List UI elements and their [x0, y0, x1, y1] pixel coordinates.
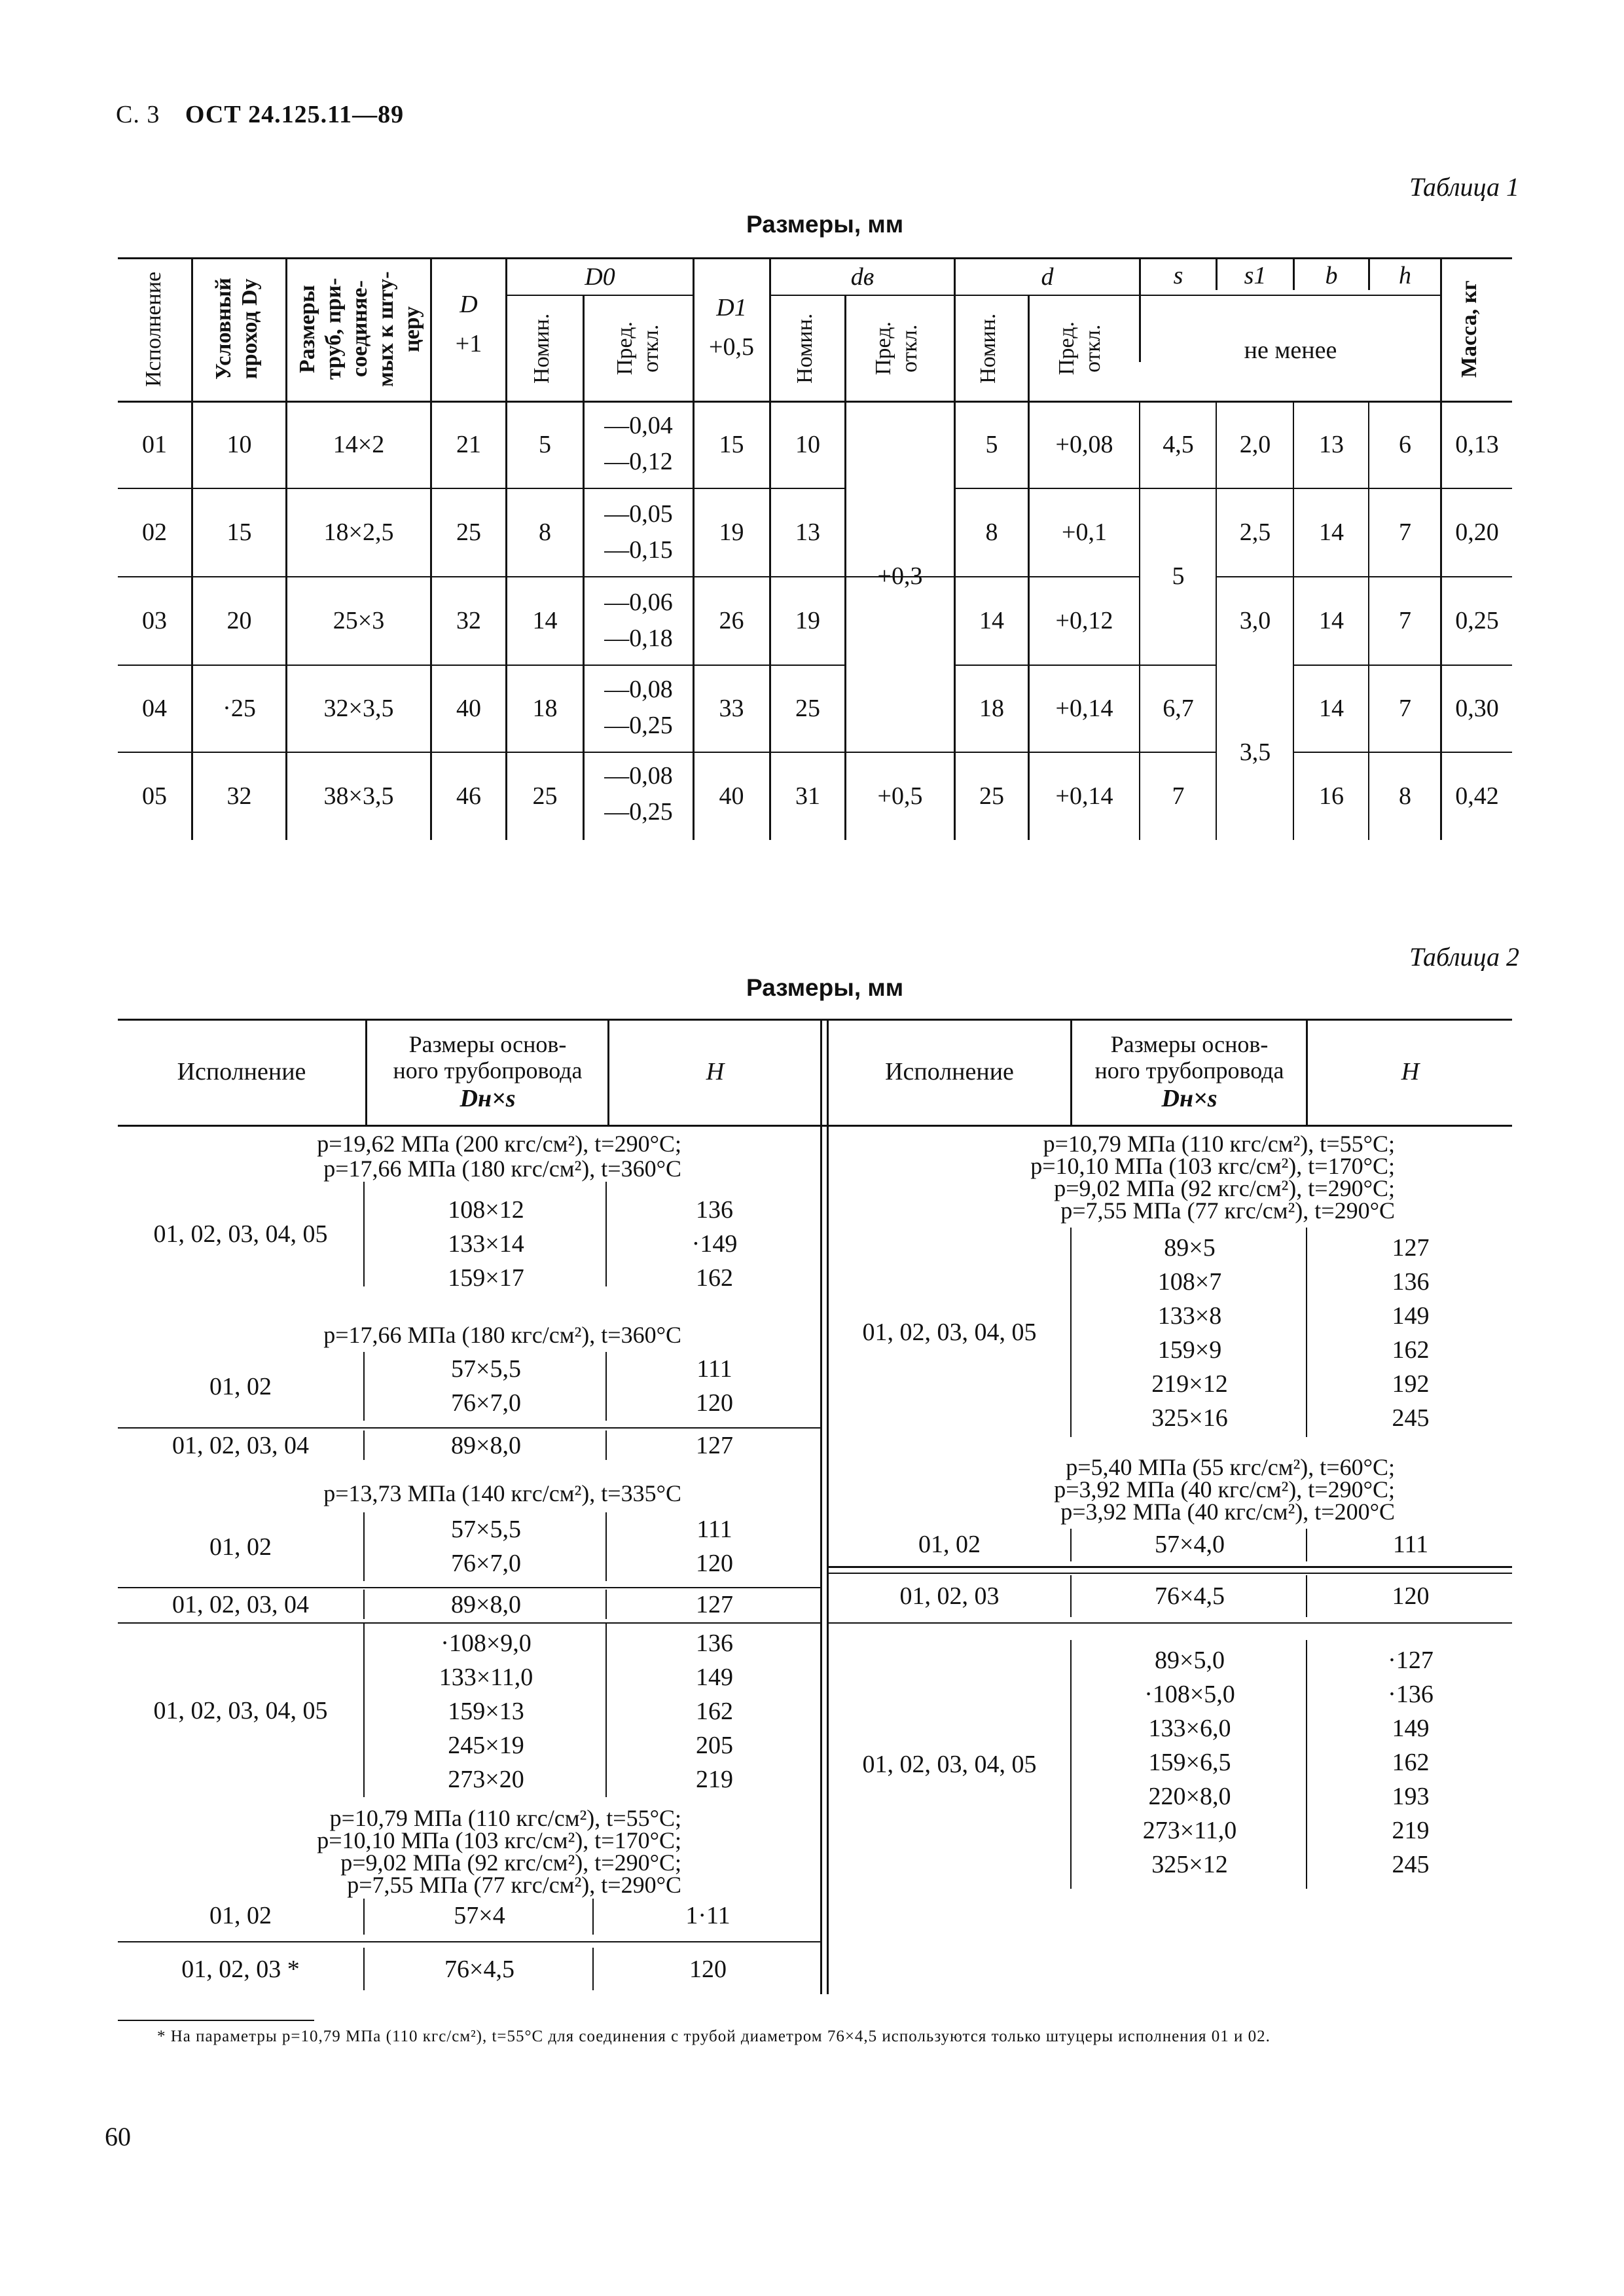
t1-r1-s1: 2,0: [1239, 430, 1271, 458]
t2-left-g1-isp: 01, 02, 03, 04, 05: [153, 1220, 328, 1248]
t1-r5-dn: 25: [979, 782, 1004, 810]
t1-h-D0-pred: Пред. откл.: [613, 321, 663, 376]
t2-left-g1-size1: 108×12: [448, 1196, 524, 1224]
t1-r1-D1: 15: [719, 430, 744, 458]
t1-r5-truba: 38×3,5: [323, 782, 394, 810]
t1-r3-D0t2: —0,18: [604, 625, 673, 652]
t1-r1-m: 0,13: [1455, 430, 1499, 458]
t1-r1-dt: +0,08: [1055, 430, 1113, 458]
t2-left-g5-H: 127: [696, 1591, 733, 1618]
t1-r5-isp: 05: [142, 782, 167, 810]
t2-right-g4-H5: 193: [1392, 1783, 1430, 1810]
t2-right-g1-H1: 127: [1392, 1234, 1430, 1262]
t2-left-cond4b: p=10,10 МПа (103 кгс/см²), t=170°С;: [317, 1827, 681, 1853]
t2-right-g4-isp: 01, 02, 03, 04, 05: [862, 1751, 1037, 1778]
t1-r4-s: 6,7: [1163, 694, 1194, 722]
t2-left-g8-isp: 01, 02, 03 *: [181, 1955, 300, 1983]
t2-right-cond2a: p=5,40 МПа (55 кгс/см²), t=60°С;: [1066, 1454, 1395, 1480]
t2-right-g4-H6: 219: [1392, 1817, 1430, 1844]
t1-r2-isp: 02: [142, 518, 167, 546]
t1-r2-dvn: 13: [795, 518, 820, 546]
t1-h-dv-nomin: Номин.: [793, 313, 817, 384]
t1-h-s: s: [1173, 261, 1183, 289]
t1-h-isp: Исполнение: [141, 271, 166, 387]
t2-right-g1-size3: 133×8: [1157, 1302, 1222, 1330]
t2-right-g2-isp: 01, 02: [918, 1531, 981, 1558]
table1-caption: Размеры, мм: [746, 211, 904, 238]
t1-r3-m: 0,25: [1455, 606, 1499, 634]
t2-right-h-H: H: [1401, 1058, 1420, 1085]
t1-h-dy: Условный проход Dу: [211, 278, 262, 380]
t1-h-ne-menee: не менее: [1244, 337, 1337, 364]
t1-r4-D1: 33: [719, 694, 744, 722]
t1-r3-D1: 26: [719, 606, 744, 634]
t1-h-D0-nomin: Номин.: [530, 313, 554, 384]
t2-left-g4-size1: 57×5,5: [451, 1516, 521, 1543]
t2-right-h-formula: Dн×s: [1161, 1084, 1218, 1112]
t2-left-g2-H2: 120: [696, 1389, 733, 1417]
t2-right-g1-H4: 162: [1392, 1336, 1430, 1364]
t1-r5-D0t1: —0,08: [604, 762, 673, 790]
t1-r3-dt: +0,12: [1055, 606, 1113, 634]
t2-right-g4-size7: 325×12: [1151, 1851, 1228, 1878]
t2-right-g2-size: 57×4,0: [1155, 1531, 1225, 1558]
t1-r3-D0n: 14: [532, 606, 558, 634]
t2-left-g8-size: 76×4,5: [444, 1955, 514, 1983]
t1-r1-D0n: 5: [539, 430, 551, 458]
t2-left-g4-size2: 76×7,0: [451, 1550, 521, 1577]
t1-h-dv: dв: [850, 263, 875, 291]
t2-right-g1-isp: 01, 02, 03, 04, 05: [862, 1319, 1037, 1346]
t1-r2-truba: 18×2,5: [323, 518, 394, 546]
t2-right-cond1d: p=7,55 МПа (77 кгс/см²), t=290°С: [1060, 1197, 1395, 1224]
t1-r5-dy: 32: [226, 782, 252, 810]
t2-left-g6-size3: 159×13: [448, 1698, 524, 1725]
t1-r4-D0t1: —0,08: [604, 676, 673, 703]
t1-r2-D1: 19: [719, 518, 744, 546]
t2-right-g4-size2: ·108×5,0: [1144, 1681, 1235, 1708]
t2-right-g1-H6: 245: [1392, 1404, 1430, 1432]
page-header: [116, 100, 404, 129]
t2-right-g4-H3: 149: [1392, 1715, 1430, 1742]
t2-right-g4-size1: 89×5,0: [1155, 1647, 1225, 1674]
t2-left-g5-isp: 01, 02, 03, 04: [172, 1591, 309, 1618]
t1-r4-dn: 18: [979, 694, 1004, 722]
t1-r5-h: 8: [1399, 782, 1411, 810]
t1-r1-isp: 01: [142, 430, 167, 458]
t2-left-g6-size5: 273×20: [448, 1766, 524, 1793]
t2-right-g4-size5: 220×8,0: [1148, 1783, 1231, 1810]
t1-h-d: d: [1041, 263, 1054, 291]
t1-r4-dy: ·25: [223, 694, 256, 722]
t1-r1-D: 21: [456, 430, 481, 458]
t2-right-g4-size4: 159×6,5: [1148, 1749, 1231, 1776]
t1-r5-D1: 40: [719, 782, 744, 810]
t2-right-g1-H5: 192: [1392, 1370, 1430, 1398]
t1-r4-h: 7: [1399, 694, 1411, 722]
t2-right-g4-H7: 245: [1392, 1851, 1430, 1878]
t2-left-cond1a: p=19,62 МПа (200 кгс/см²), t=290°С;: [317, 1131, 681, 1157]
t1-r4-D0n: 18: [532, 694, 558, 722]
t1-r3-dvn: 19: [795, 606, 820, 634]
t1-h-truby: Размеры труб, при- соединяе- мых к шту- церу: [295, 271, 424, 387]
t1-r2-m: 0,20: [1455, 518, 1499, 546]
table1-label: Таблица 1: [1409, 172, 1519, 202]
t2-left-g1-size2: 133×14: [448, 1230, 524, 1258]
t1-dv-tol-b: +0,5: [877, 782, 923, 810]
t2-left-g5-size: 89×8,0: [451, 1591, 521, 1618]
t2-right-h-isp: Исполнение: [885, 1058, 1014, 1085]
t2-right-g4-H4: 162: [1392, 1749, 1430, 1776]
t1-r2-D: 25: [456, 518, 481, 546]
t2-left-g6-H1: 136: [696, 1630, 733, 1657]
t1-h-s1: s1: [1244, 261, 1267, 289]
t1-r4-D0t2: —0,25: [604, 712, 673, 739]
t2-right-g1-H3: 149: [1392, 1302, 1430, 1330]
t2-right-g4-size3: 133×6,0: [1148, 1715, 1231, 1742]
t1-r1-truba: 14×2: [333, 430, 385, 458]
t2-left-g6-size4: 245×19: [448, 1732, 524, 1759]
t2-right-g3-H: 120: [1392, 1582, 1430, 1610]
t1-r3-b: 14: [1319, 606, 1344, 634]
t1-r1-dn: 5: [985, 430, 998, 458]
t1-r4-m: 0,30: [1455, 694, 1499, 722]
t1-r4-dvn: 25: [795, 694, 820, 722]
t2-right-g4-H1: ·127: [1388, 1647, 1434, 1674]
t2-right-g3-isp: 01, 02, 03: [899, 1582, 1000, 1610]
t1-r1-b: 13: [1319, 430, 1344, 458]
t1-r5-D0t2: —0,25: [604, 798, 673, 826]
t2-left-g6-H4: 205: [696, 1732, 733, 1759]
t2-right-h-razm: Размеры основ- ного трубопровода: [1094, 1031, 1284, 1084]
t1-h-D0: D0: [585, 263, 615, 291]
t1-r4-truba: 32×3,5: [323, 694, 394, 722]
t1-h-d-pred: Пред. откл.: [1055, 321, 1105, 376]
t1-r4-isp: 04: [142, 694, 167, 722]
t1-r5-dvn: 31: [795, 782, 820, 810]
t1-r3-D: 32: [456, 606, 481, 634]
t2-left-g1-H3: 162: [696, 1264, 733, 1292]
t1-r5-m: 0,42: [1455, 782, 1499, 810]
t1-h-D-tol: +1: [455, 330, 482, 357]
t1-r1-s: 4,5: [1163, 430, 1194, 458]
t2-left-h-formula: Dн×s: [460, 1084, 516, 1112]
t2-left-g6-H3: 162: [696, 1698, 733, 1725]
t1-r1-D0t1: —0,04: [604, 412, 673, 439]
t2-left-cond1b: p=17,66 МПа (180 кгс/см²), t=360°С: [323, 1156, 681, 1182]
t2-right-g2-H: 111: [1392, 1531, 1429, 1558]
t1-h-D1-tol: +0,5: [709, 333, 754, 361]
t2-left-g1-size3: 159×17: [448, 1264, 524, 1292]
footnote: * На параметры p=10,79 МПа (110 кгс/см²), t=55°С для соединения с трубой диаметром 76×4,5 используются только штуцеры исполнения 01 и 02.: [157, 2028, 1271, 2045]
t2-left-g3-size: 89×8,0: [451, 1432, 521, 1459]
t1-h-D: D: [460, 291, 478, 318]
t2-left-g3-H: 127: [696, 1432, 733, 1459]
t1-dv-tol-a: +0,3: [877, 562, 923, 590]
page-number: 60: [105, 2122, 131, 2151]
t2-right-cond1b: p=10,10 МПа (103 кгс/см²), t=170°С;: [1030, 1153, 1395, 1179]
t1-r1-dvn: 10: [795, 430, 820, 458]
t2-right-g1-H2: 136: [1392, 1268, 1430, 1296]
table2-caption: Размеры, мм: [746, 974, 904, 1001]
t2-right-g4-size6: 273×11,0: [1142, 1817, 1237, 1844]
t2-left-g6-size1: ·108×9,0: [441, 1630, 532, 1657]
t2-left-g7-size: 57×4: [454, 1902, 505, 1929]
t2-left-g2-H1: 111: [696, 1355, 732, 1383]
t1-r1-dy: 10: [226, 430, 252, 458]
t1-r2-dt: +0,1: [1062, 518, 1107, 546]
t2-right-cond1c: p=9,02 МПа (92 кгс/см²), t=290°С;: [1054, 1175, 1395, 1201]
t2-left-cond2: p=17,66 МПа (180 кгс/см²), t=360°С: [323, 1322, 681, 1348]
t1-r5-D0n: 25: [532, 782, 558, 810]
t2-right-cond2b: p=3,92 МПа (40 кгс/см²), t=290°С;: [1054, 1476, 1395, 1503]
t1-r4-dt: +0,14: [1055, 694, 1113, 722]
t1-r2-D0t2: —0,15: [604, 536, 673, 564]
t2-right-g1-size1: 89×5: [1164, 1234, 1216, 1262]
t1-r5-b: 16: [1319, 782, 1344, 810]
t1-r5-dt: +0,14: [1055, 782, 1113, 810]
t2-left-h-isp: Исполнение: [177, 1058, 306, 1085]
t1-r3-isp: 03: [142, 606, 167, 634]
table2-label: Таблица 2: [1409, 942, 1519, 972]
t1-h-h: h: [1399, 261, 1411, 289]
t2-right-g1-size6: 325×16: [1151, 1404, 1228, 1432]
t2-left-g6-H5: 219: [696, 1766, 733, 1793]
t1-r3-dy: 20: [226, 606, 252, 634]
t2-left-g1-H1: 136: [696, 1196, 733, 1224]
t2-left-cond4a: p=10,79 МПа (110 кгс/см²), t=55°С;: [329, 1805, 681, 1831]
t1-r3-dn: 14: [979, 606, 1004, 634]
t1-r2-D0n: 8: [539, 518, 551, 546]
t2-left-g2-size1: 57×5,5: [451, 1355, 521, 1383]
t2-left-g2-size2: 76×7,0: [451, 1389, 521, 1417]
t2-left-g4-H1: 111: [696, 1516, 732, 1543]
t1-r3-s1: 3,0: [1239, 606, 1271, 634]
t2-right-g3-size: 76×4,5: [1155, 1582, 1225, 1610]
standard-number: ОСТ 24.125.11—89: [185, 101, 405, 128]
t1-r2-dy: 15: [226, 518, 252, 546]
t1-r2-s1: 2,5: [1239, 518, 1271, 546]
t2-left-g3-isp: 01, 02, 03, 04: [172, 1432, 309, 1459]
t1-r2-h: 7: [1399, 518, 1411, 546]
t2-left-g1-H2: ·149: [691, 1230, 738, 1258]
t1-r5-s: 7: [1172, 782, 1185, 810]
t2-right-g1-size4: 159×9: [1157, 1336, 1222, 1364]
t1-r3-h: 7: [1399, 606, 1411, 634]
t2-right-g1-size5: 219×12: [1151, 1370, 1228, 1398]
t2-left-g7-H: 1·11: [685, 1902, 731, 1929]
t1-r2-s: 5: [1172, 562, 1185, 590]
t1-h-d-nomin: Номин.: [976, 313, 1000, 384]
t2-left-g6-H2: 149: [696, 1664, 733, 1691]
t2-left-g4-H2: 120: [696, 1550, 733, 1577]
t2-left-g4-isp: 01, 02: [209, 1533, 272, 1561]
t1-r4-s1: 3,5: [1239, 738, 1271, 766]
t2-left-g6-size2: 133×11,0: [439, 1664, 533, 1691]
t1-r1-h: 6: [1399, 430, 1411, 458]
t2-left-cond3: p=13,73 МПа (140 кгс/см²), t=335°С: [323, 1480, 681, 1506]
t2-right-cond2c: p=3,92 МПа (40 кгс/см²), t=200°С: [1060, 1499, 1395, 1525]
t2-left-cond4c: p=9,02 МПа (92 кгс/см²), t=290°С;: [340, 1850, 681, 1876]
t1-h-massa: Масса, кг: [1457, 280, 1481, 378]
t1-h-dv-pred: Пред. откл.: [871, 321, 922, 376]
t1-r3-truba: 25×3: [333, 606, 385, 634]
t2-left-h-razm: Размеры основ- ного трубопровода: [393, 1031, 583, 1084]
t1-r5-D: 46: [456, 782, 481, 810]
t2-left-g2-isp: 01, 02: [209, 1372, 272, 1400]
t2-right-cond1a: p=10,79 МПа (110 кгс/см²), t=55°С;: [1043, 1131, 1395, 1157]
t2-left-g6-isp: 01, 02, 03, 04, 05: [153, 1696, 328, 1724]
t2-left-h-H: H: [706, 1058, 725, 1085]
t1-r3-D0t1: —0,06: [604, 589, 673, 616]
t2-left-cond4d: p=7,55 МПа (77 кгс/см²), t=290°С: [347, 1872, 681, 1898]
t1-r2-D0t1: —0,05: [604, 500, 673, 528]
t2-left-g8-H: 120: [689, 1955, 727, 1983]
t1-r2-b: 14: [1319, 518, 1344, 546]
t1-r4-D: 40: [456, 694, 481, 722]
t2-left-g7-isp: 01, 02: [209, 1902, 272, 1929]
t1-h-D1: D1: [716, 294, 747, 321]
t1-h-b: b: [1325, 261, 1338, 289]
t1-r2-dn: 8: [985, 518, 998, 546]
t1-r4-b: 14: [1319, 694, 1344, 722]
page-ref: С. 3: [116, 101, 160, 128]
t2-right-g1-size2: 108×7: [1157, 1268, 1222, 1296]
t2-right-g4-H2: ·136: [1388, 1681, 1434, 1708]
t1-r1-D0t2: —0,12: [604, 448, 673, 475]
